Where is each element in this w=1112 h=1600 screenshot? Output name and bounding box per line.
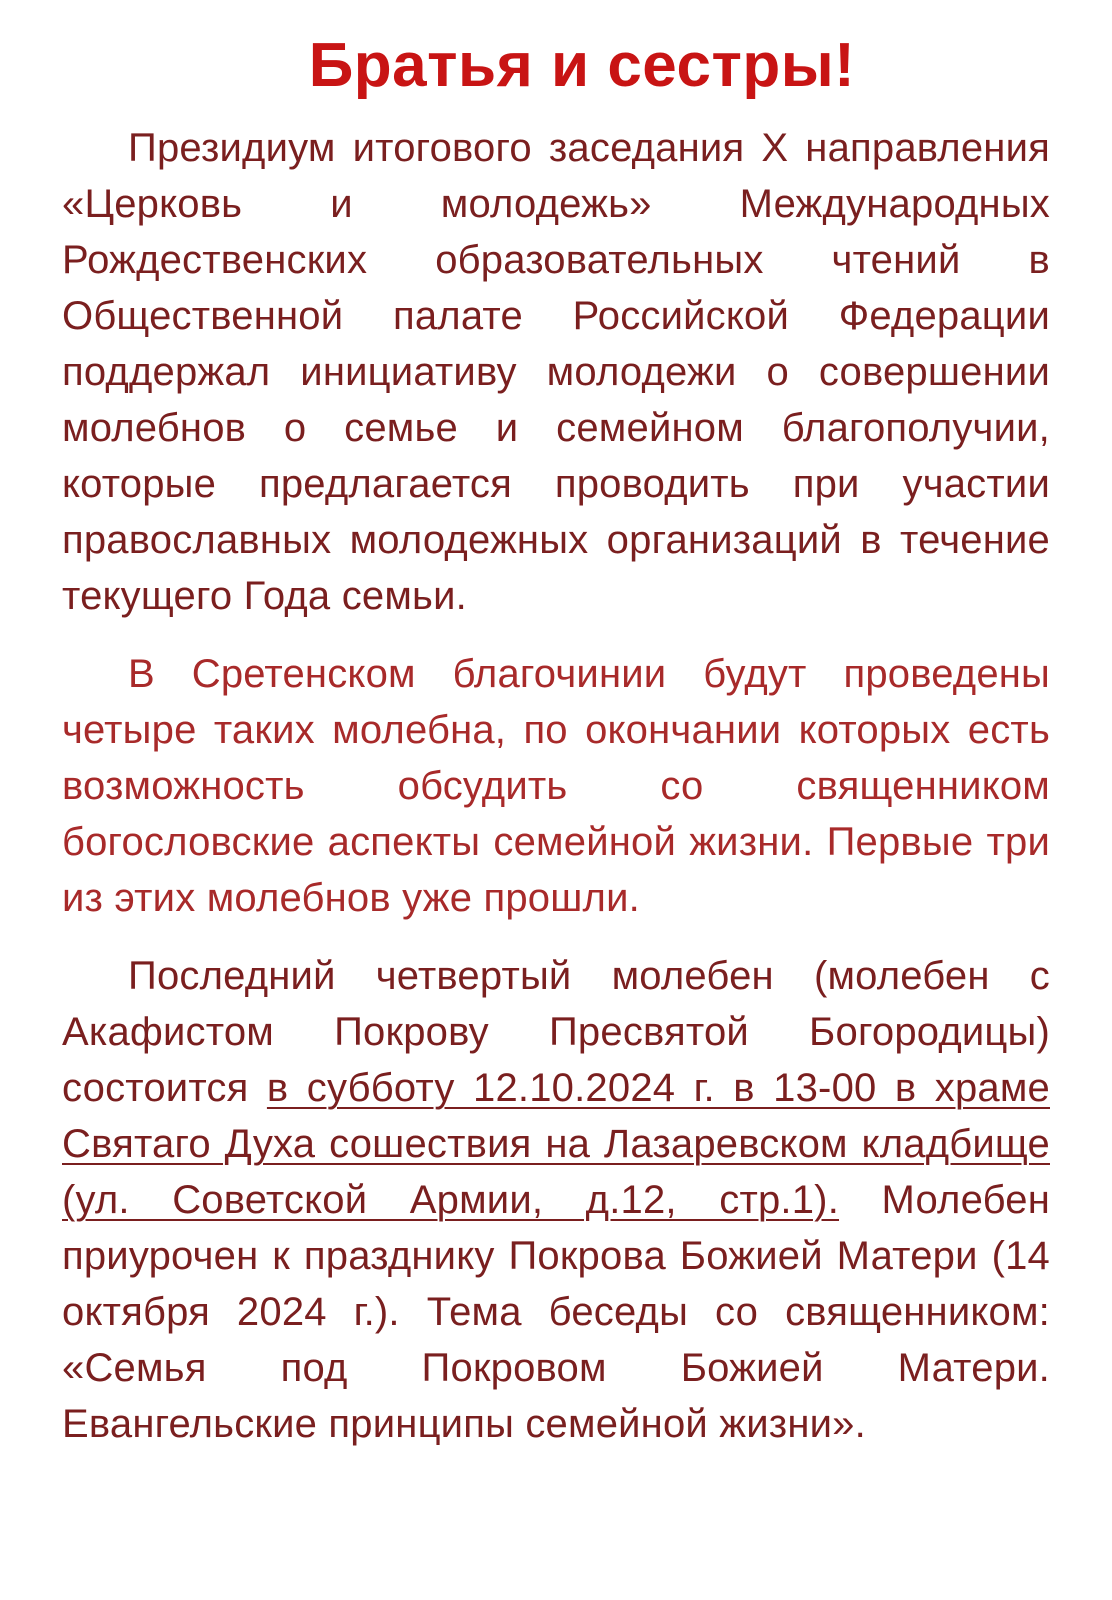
paragraph-final-moleben	[62, 948, 1050, 1452]
paragraph-sretensky: В Сретенском благочинии будут проведены четыре таких молебна, по окончании которых есть возможность обсудить со священником богословские аспекты семейной жизни. Первые три из этих молебнов уже прошли.	[62, 652, 1050, 920]
final-moleben-details: Молебен приурочен к празднику Покрова Божией Матери (14 октября 2024 г.). Тема беседы со священником: «Семья под Покровом Божией Матери. Евангельские принципы семейной жизни».	[62, 1178, 1050, 1446]
announcement-page	[62, 30, 1050, 1452]
final-moleben-intro: Последний четвертый молебен (молебен с Акафистом Покрову Пресвятой Богородицы) состоится	[62, 954, 1050, 1110]
page-title: Братья и сестры!	[308, 31, 856, 100]
paragraph-presidium: Президиум итогового заседания X направления «Церковь и молодежь» Международных Рождественских образовательных чтений в Общественной палате Российской Федерации поддержал инициативу молодежи о совершении молебнов о семье и семейном благополучии, которые предлагается проводить при участии православных молодежных организаций в течение текущего Года семьи.	[62, 126, 1050, 618]
event-date-location: в субботу 12.10.2024 г. в 13-00 в храме Святаго Духа сошествия на Лазаревском кладбище (ул. Советской Армии, д.12, стр.1).	[62, 1066, 1050, 1222]
